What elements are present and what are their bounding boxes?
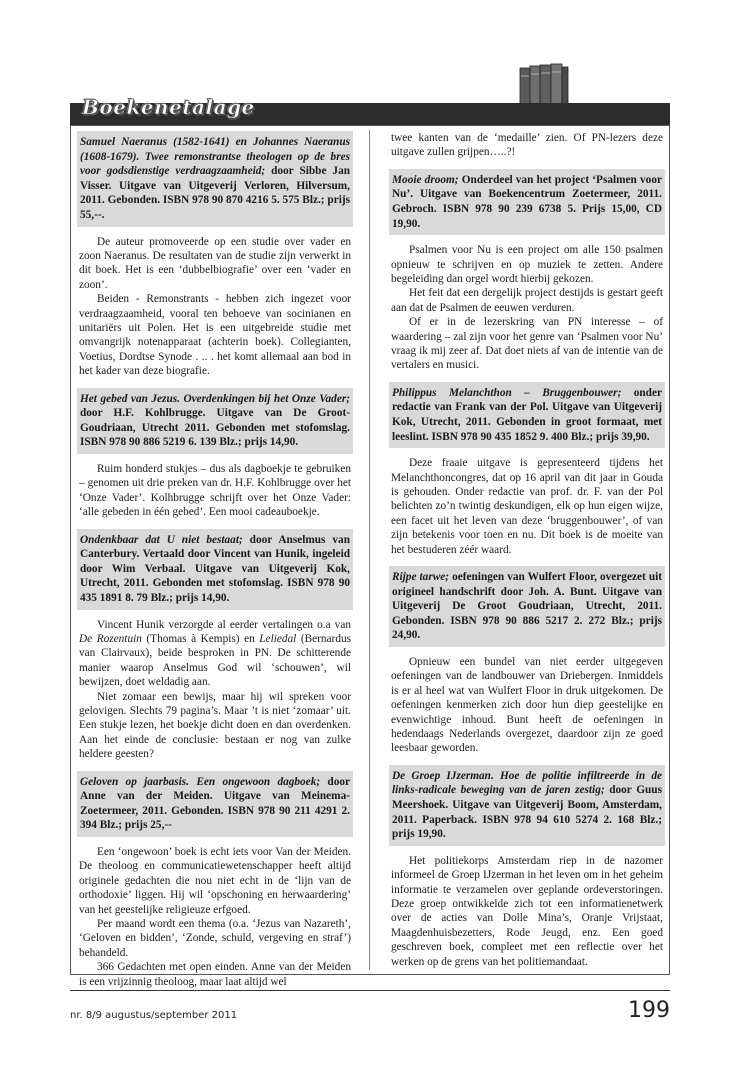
- page-number: 199: [628, 998, 670, 1023]
- review-groep-ijzerman: Het politiekorps Amsterdam riep in de nazomer informeel de Groep IJzerman in het leven om in het geheim informatie te verzamelen over geplande ordeverstoringen. Deze groep ontwikkelde zich tot een informatienetwerk over de acties van Dolle Mina’s, Oranje Vrijstaat, Maagdenhuisbezetters, Rode Jeugd, enz. Een goed geschreven boek, compleet met een reflectie over het werken op de grens van het politiemandaat.: [391, 854, 663, 968]
- book-header-melanchthon: Philippus Melanchthon – Bruggenbouwer; onder redactie van Frank van der Pol. Uitgave van Uitgeverij Kok, Utrecht, 2011. Gebonden in groot formaat, met leeslint. ISBN 978 90 435 1852 9. 400 Blz.; prijs 39,90.: [389, 382, 665, 448]
- issue-label: nr. 8/9 augustus/september 2011: [70, 1010, 238, 1021]
- left-column: [77, 131, 353, 998]
- book-header-mooie-droom: Mooie droom; Onderdeel van het project ‘Psalmen voor Nu’. Uitgave van Boekencentrum Zoetermeer, 2011. Gebroch. ISBN 978 90 239 6738 5. Prijs 15,00, CD 19,90.: [389, 169, 665, 235]
- review-mooie-droom: Psalmen voor Nu is een project om alle 150 psalmen opnieuw te schrijven en op muziek te zetten. Andere begeleiding dan orgel wordt hierbij gekozen. Het feit dat een dergelijk project destijds is gestart geeft aan dat de Psalmen de eeuwen verduren. Of er in de lezerskring van PN interesse – of waardering – zal zijn voor het genre van ‘Psalmen voor Nu’ vraag ik mij zeer af. Dat doet niets af van de intentie van de vertalers en musici.: [391, 244, 663, 372]
- review-rijpe-tarwe: Opnieuw een bundel van niet eerder uitgegeven oefeningen van de landbouwer van Driebergen. Inmiddels is er al heel wat van Wulfert Floor in druk uitgekomen. De oefeningen kenmerken zich door hun diep geestelijke en evenwichtige inhoud. Bunt heeft de oefeningen in hedendaags Nederlands overgezet, daardoor zijn ze goed leesbaar geworden.: [391, 656, 663, 755]
- column-divider: [369, 130, 370, 970]
- book-header-geloven-op-jaarbasis: Geloven op jaarbasis. Een ongewoon dagboek; door Anne van der Meiden. Uitgave van Meinema-Zoetermeer, 2011. Gebonden. ISBN 978 90 211 4291 2. 394 Blz.; prijs 25,--: [77, 771, 353, 837]
- footer-rule: [70, 990, 670, 991]
- review-naeranus: De auteur promoveerde op een studie over vader en zoon Naeranus. De resultaten van de studie zijn verwerkt in dit boek. Het is een ‘dubbelbiografie’ over een ‘vader en zoon’. Beiden - Remonstrants - hebben zich ingezet voor verdraagzaamheid, vooral ten behoeve van socinianen en unitariërs uit Polen. Het is een uitgebreide studie met omvangrijk notenapparaat (achterin boek). Collegianten, Voetius, Dordtse Synode . .. . het komt allemaal aan bod in het kader van deze biografie.: [79, 235, 351, 378]
- book-header-groep-ijzerman: De Groep IJzerman. Hoe de politie infiltreerde in de links-radicale beweging van de jaren zestig; door Guus Meershoek. Uitgave van Uitgeverij Boom, Amsterdam, 2011. Paperback. ISBN 978 94 610 5274 2. 168 Blz.; prijs 19,90.: [389, 765, 665, 846]
- review-melanchthon: Deze fraaie uitgave is gepresenteerd tijdens het Melanchthoncongres, dat op 16 april van dit jaar in Gouda is gehouden. Onder redactie van prof. dr. F. van der Pol belichten zo’n twintig deskundigen, elk op hun eigen wijze, een facet uit het leven van deze ‘bruggenbouwer’, of van zijn betekenis voor toen en nu. Dit boek is de moeite van het bestuderen zéér waard.: [391, 457, 663, 556]
- book-header-rijpe-tarwe: Rijpe tarwe; oefeningen van Wulfert Floor, overgezet uit origineel handschrift door Joh. A. Bunt. Uitgave van Uitgeverij De Groot Goudriaan, Utrecht, 2011. Gebonden. ISBN 978 90 886 5217 2. 272 Blz.; prijs 24,90.: [389, 566, 665, 647]
- review-geloven-op-jaarbasis: Een ‘ongewoon’ boek is echt iets voor Van der Meiden. De theoloog en communicatiewetenschapper heeft altijd originele gedachten die nou niet echt in de ‘lijn van de orthodoxie’ liggen. Hij wil ‘opschoning en herwaardering’ van het geestelijke religieuze erfgoed. Per maand wordt een thema (o.a. ‘Jezus van Nazareth’, ‘Geloven en bidden’, ‘Zonde, schuld, vergeving en straf’) behandeld. 366 Gedachten met open einden. Anne van der Meiden is een vrijzinnig theoloog, maar laat altijd wel: [79, 846, 351, 988]
- review-continuation: twee kanten van de ‘medaille’ zien. Of PN-lezers deze uitgave zullen grijpen…..?!: [391, 132, 663, 159]
- review-gebed-van-jezus: Ruim honderd stukjes – dus als dagboekje te gebruiken – genomen uit drie preken van dr. H.F. Kohlbrugge over het ‘Onze Vader’. Kolhbrugge schrijft over het Onze Vader: ‘alle gebeden in één gebed’. Een mooi cadeauboekje.: [79, 463, 351, 519]
- book-header-gebed-van-jezus: Het gebed van Jezus. Overdenkingen bij het Onze Vader; door H.F. Kohlbrugge. Uitgave van De Groot-Goudriaan, Utrecht 2011. Gebonden met stofomslag. ISBN 978 90 886 5219 6. 139 Blz.; prijs 14,90.: [77, 388, 353, 454]
- right-column: [389, 131, 665, 978]
- section-title: Boekenetalage: [82, 95, 255, 119]
- book-header-naeranus: Samuel Naeranus (1582-1641) en Johannes Naeranus (1608-1679). Twee remonstrantse theologen op de bres voor godsdienstige verdraagzaamheid; door Sibbe Jan Visser. Uitgave van Uitgeverij Verloren, Hilversum, 2011. Gebonden. ISBN 978 90 870 4216 5. 575 Blz.; prijs 55,--.: [77, 131, 353, 227]
- review-ondenkbaar: Vincent Hunik verzorgde al eerder vertalingen o.a van De Rozentuin (Thomas à Kempis) en Leliedal (Bernardus van Clairvaux), beide besproken in PN. De schitterende manier waarop Anselmus God wil ‘schouwen’, wil bewijzen, doet weldadig aan. Niet zomaar een bewijs, maar hij wil spreken voor gelovigen. Slechts 79 pagina’s. Maar ’t is niet ‘zomaar’ uit. Een stukje lezen, het boekje dicht doen en dan overdenken. Aan het einde de conclusie: bestaan er nog van zulke heldere geesten?: [79, 618, 352, 761]
- book-header-ondenkbaar: Ondenkbaar dat U niet bestaat; door Anselmus van Canterbury. Vertaald door Vincent van Hunik, ingeleid door Wim Verbaal. Uitgave van Uitgeverij Kok, Utrecht, 2011. Gebonden met stofomslag. ISBN 978 90 435 1891 8. 79 Blz.; prijs 14,90.: [77, 529, 353, 610]
